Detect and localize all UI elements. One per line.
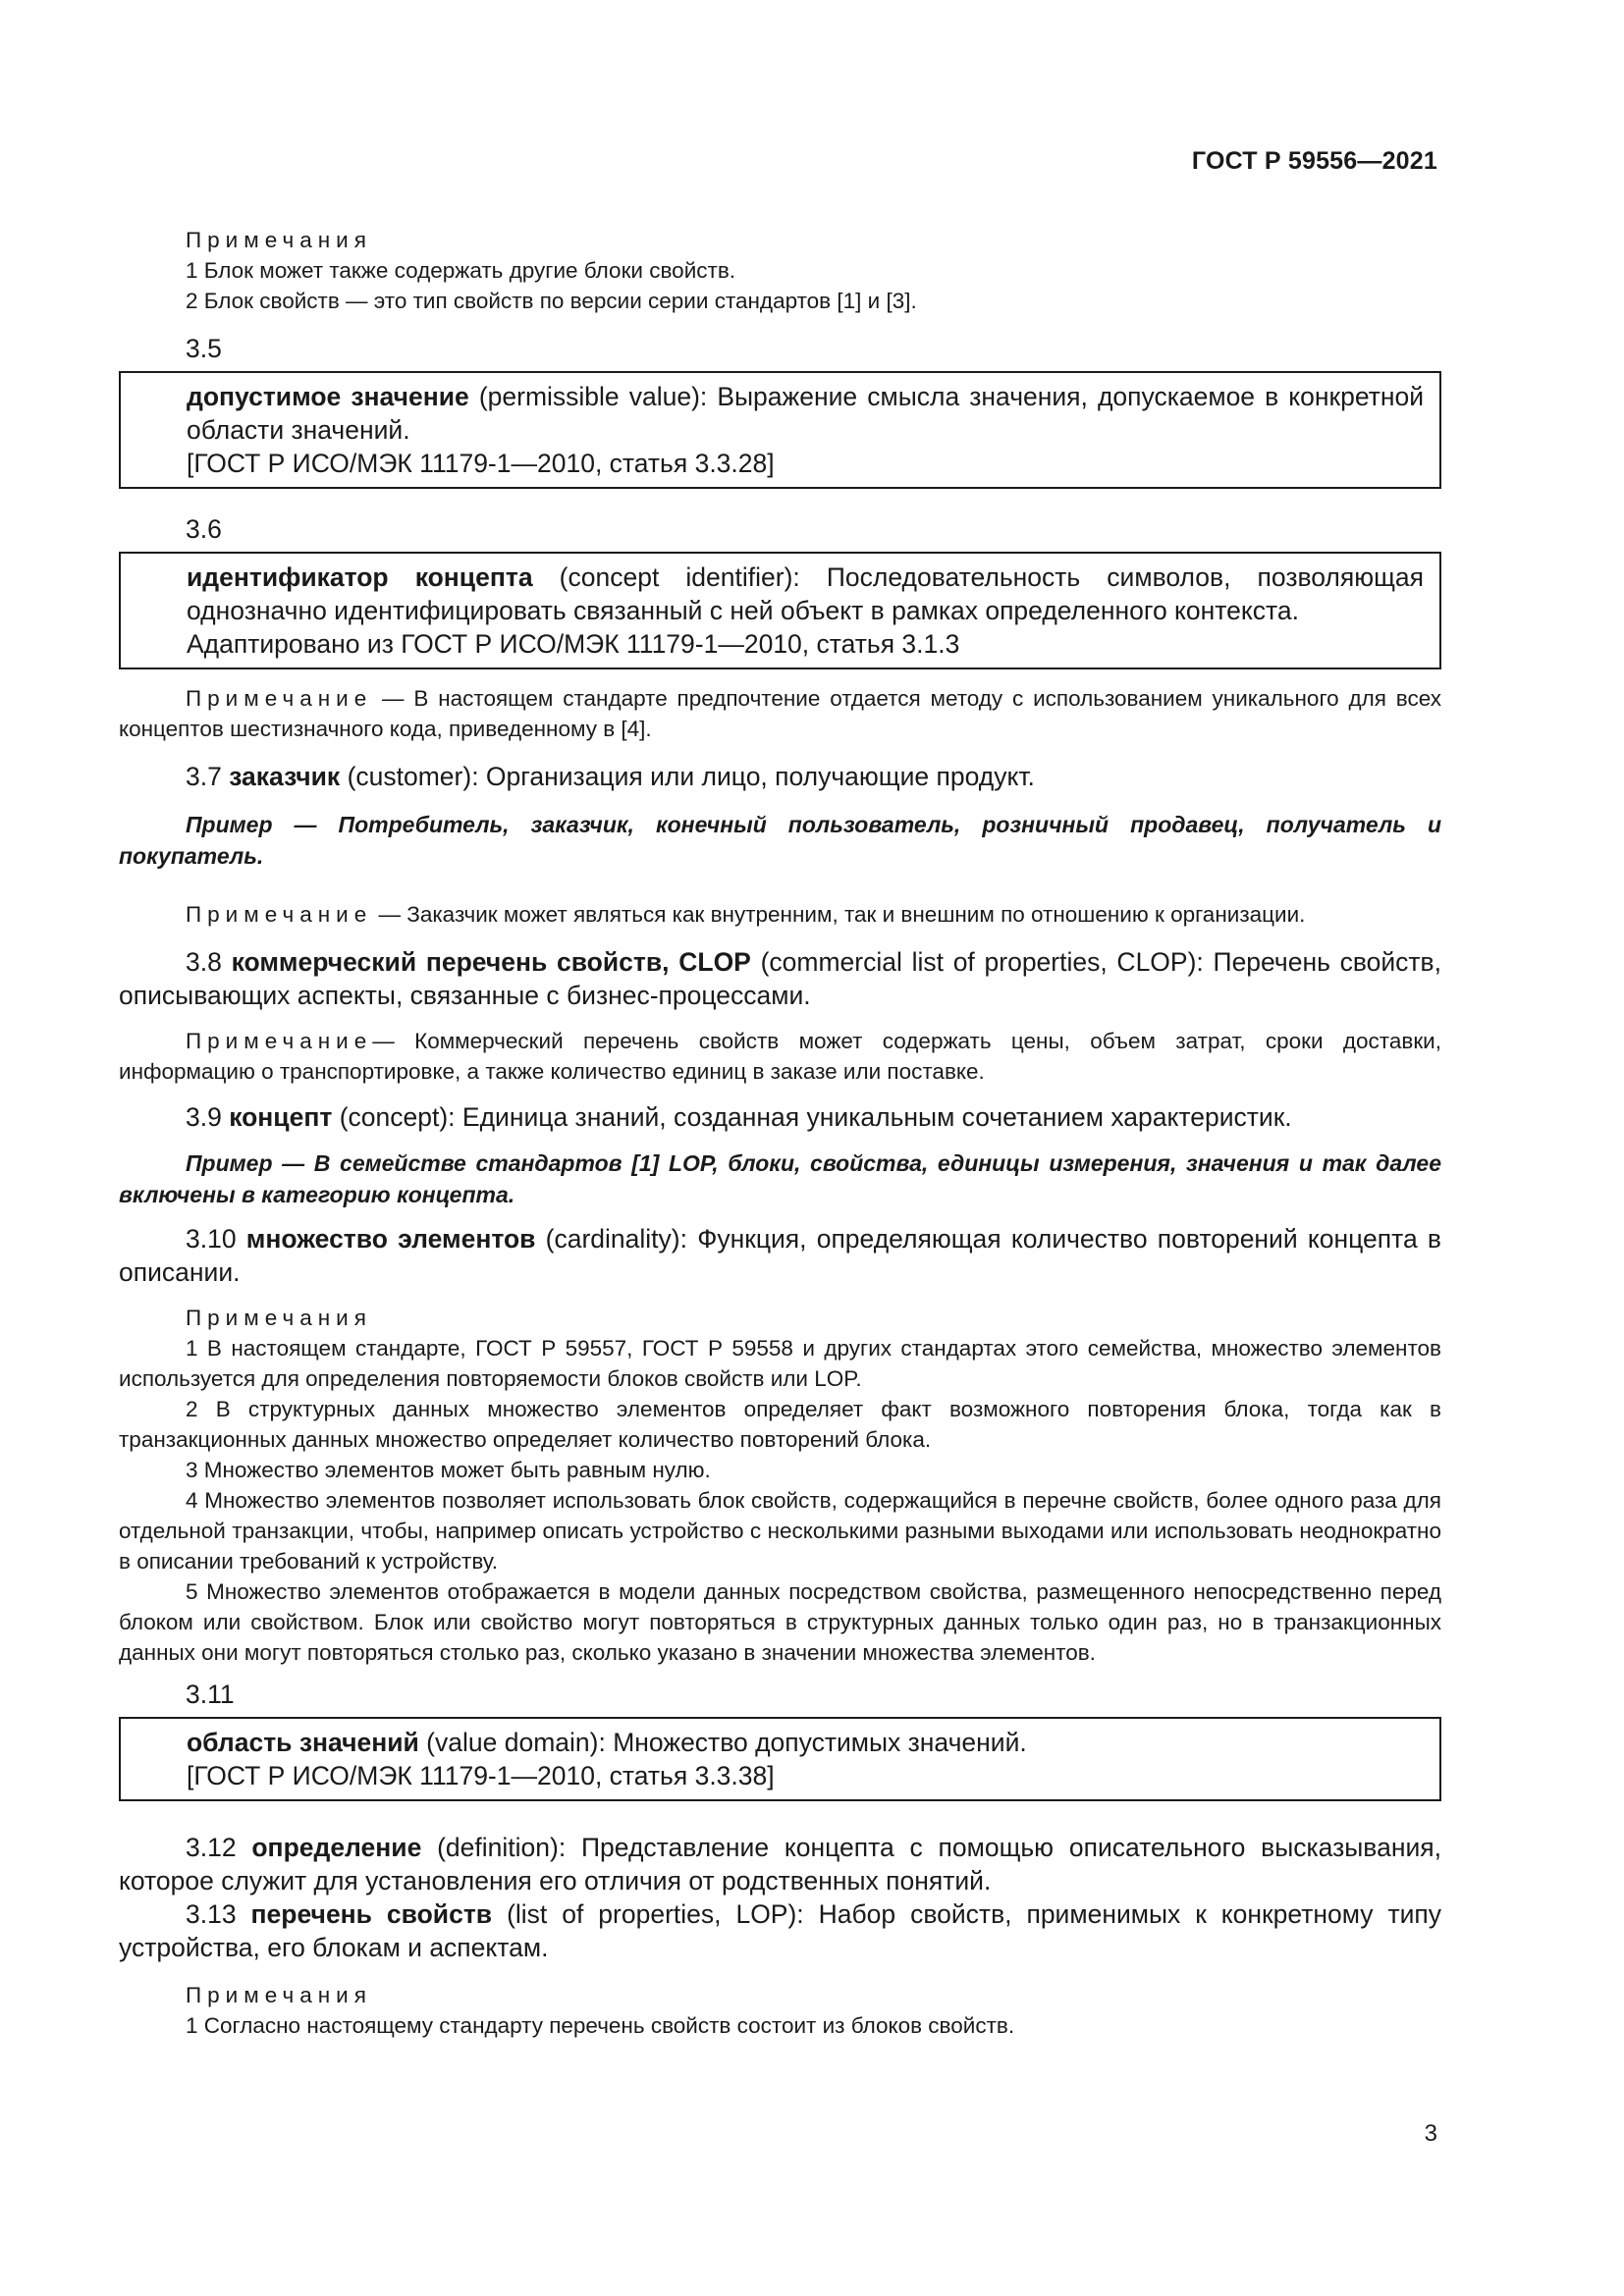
note-item: 3 Множество элементов может быть равным нулю. <box>186 1458 711 1482</box>
note-label: Примечание <box>186 686 373 711</box>
term: перечень свойств <box>250 1899 493 1929</box>
term: идентификатор концепта <box>187 562 533 592</box>
term-entry-3-10 <box>119 1222 1441 1289</box>
section-number: 3.8 <box>186 947 232 977</box>
term-entry-3-12 <box>119 1831 1441 1897</box>
definition-text: Организация или лицо, получающие продукт. <box>485 762 1035 791</box>
definition-source: Адаптировано из ГОСТ Р ИСО/МЭК 11179-1—2010, статья 3.1.3 <box>187 629 960 659</box>
note-3-8 <box>119 1026 1441 1087</box>
note-item: 2 Блок свойств — это тип свойств по версии серии стандартов [1] и [3]. <box>186 289 917 313</box>
term-english: (definition): <box>421 1833 581 1862</box>
definition-text: Выражение смысла значения, допускаемое в конкретной области значений. <box>187 382 1425 445</box>
section-number-3-6: 3.6 <box>186 514 222 544</box>
term: множество элементов <box>245 1224 536 1254</box>
note-item: 2 В структурных данных множество элементов определяет факт возможного повторения блока, тогда как в транзакционных данных множество определяет количество повторений блока. <box>119 1397 1441 1452</box>
term: концепт <box>229 1102 333 1132</box>
note-text: — В настоящем стандарте предпочтение отдается методу с использованием уникального для всех концептов шестизначного кода, приведенному в [4]. <box>119 686 1441 741</box>
example-3-7: Пример — Потребитель, заказчик, конечный пользователь, розничный продавец, получатель и покупатель. <box>119 812 1441 869</box>
section-number: 3.7 <box>186 762 230 791</box>
term-entry-3-9 <box>119 1100 1441 1134</box>
note-3-6 <box>119 683 1441 744</box>
term: заказчик <box>229 762 341 791</box>
section-number: 3.13 <box>186 1899 251 1929</box>
term-english: (commercial list of properties, CLOP): <box>750 947 1214 977</box>
term-english: (permissible value): <box>468 382 718 411</box>
section-number: 3.12 <box>186 1833 252 1862</box>
definition-box-3-6 <box>119 552 1441 669</box>
example-3-9: Пример — В семействе стандартов [1] LOP, блоки, свойства, единицы измерения, значения и так далее включены в категорию концепта. <box>119 1150 1441 1207</box>
definition-source: [ГОСТ Р ИСО/МЭК 11179-1—2010, статья 3.3.28] <box>187 449 775 478</box>
term-english: (customer): <box>340 762 486 791</box>
definition-text: Представление концепта с помощью описательного высказывания, которое служит для установления его отличия от родственных понятий. <box>119 1833 1441 1896</box>
note-text: — Коммерческий перечень свойств может содержать цены, объем затрат, сроки доставки, информацию о транспортировке, а также количество единиц в заказе или поставке. <box>119 1029 1441 1084</box>
definition-text: Перечень свойств, описывающих аспекты, связанные с бизнес-процессами. <box>119 947 1441 1010</box>
term-entry-3-8 <box>119 945 1441 1012</box>
section-number-3-5: 3.5 <box>186 334 222 363</box>
term-entry-3-7 <box>119 760 1441 793</box>
page-number: 3 <box>1424 2120 1437 2147</box>
definition-source: [ГОСТ Р ИСО/МЭК 11179-1—2010, статья 3.3.38] <box>187 1761 775 1790</box>
note-label: Примечание <box>186 1029 373 1053</box>
note-item: 4 Множество элементов позволяет использовать блок свойств, содержащийся в перечне свойств, более одного раза для отдельной транзакции, чтобы, например описать устройство с несколькими разными выходами или использовать неоднократно в описании требований к устройству. <box>119 1488 1441 1574</box>
term-entry-3-13 <box>119 1897 1441 1964</box>
definition-text: Набор свойств, применимых к конкретному типу устройства, его блокам и аспектам. <box>119 1899 1441 1962</box>
note-item: 1 Блок может также содержать другие блоки свойств. <box>186 258 736 283</box>
term-english: (cardinality): <box>535 1224 698 1254</box>
notes-label: Примечания <box>186 1983 372 2007</box>
section-number-3-11: 3.11 <box>186 1680 235 1709</box>
note-text: — Заказчик может являться как внутренним, так и внешним по отношению к организации. <box>372 902 1306 927</box>
definition-text: Последовательность символов, позволяющая однозначно идентифицировать связанный с ней объект в рамках определенного контекста. <box>187 562 1424 625</box>
term-english: (concept identifier): <box>532 562 827 592</box>
definition-box-3-5 <box>119 371 1441 489</box>
section-number: 3.10 <box>186 1224 246 1254</box>
definition-text: Функция, определяющая количество повторений концепта в описании. <box>119 1224 1441 1287</box>
term-english: (concept): <box>332 1102 462 1132</box>
definition-text: Единица знаний, созданная уникальным сочетанием характеристик. <box>461 1102 1292 1132</box>
note-item: 5 Множество элементов отображается в модели данных посредством свойства, размещенного непосредственно перед блоком или свойством. Блок или свойство могут повторяться в структурных данных только один раз, но в транзакционных данных они могут повторяться столько раз, сколько указано в значении множества элементов. <box>119 1579 1441 1665</box>
notes-label: Примечания <box>186 228 372 252</box>
page-content <box>119 225 1441 2041</box>
term: коммерческий перечень свойств, CLOP <box>231 947 751 977</box>
notes-label: Примечания <box>186 1306 372 1330</box>
document-header: ГОСТ Р 59556—2021 <box>1191 147 1437 175</box>
term-english: (value domain): <box>418 1728 614 1757</box>
note-item: 1 В настоящем стандарте, ГОСТ Р 59557, ГОСТ Р 59558 и других стандартах этого семейства, множество элементов используется для определения повторяемости блоков свойств или LOP. <box>119 1336 1441 1391</box>
definition-box-3-11 <box>119 1717 1441 1801</box>
term: допустимое значение <box>187 382 469 411</box>
note-label: Примечание <box>186 902 373 927</box>
note-3-7 <box>119 899 1441 930</box>
term-english: (list of properties, LOP): <box>492 1899 819 1929</box>
section-number: 3.9 <box>186 1102 230 1132</box>
definition-text: Множество допустимых значений. <box>613 1728 1027 1757</box>
note-item: 1 Согласно настоящему стандарту перечень свойств состоит из блоков свойств. <box>186 2013 1015 2038</box>
term: определение <box>251 1833 422 1862</box>
term: область значений <box>187 1728 419 1757</box>
